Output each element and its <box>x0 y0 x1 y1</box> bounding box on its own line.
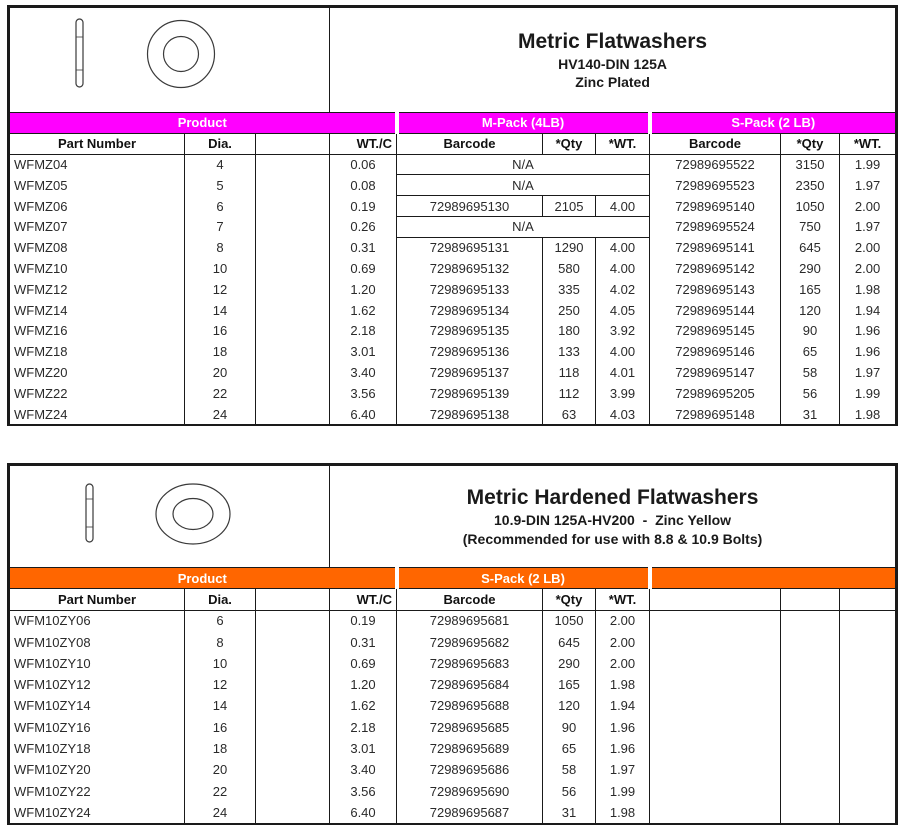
wtc-cell: 0.69 <box>330 653 397 674</box>
part-number-cell: WFM10ZY18 <box>10 738 185 759</box>
table-row <box>10 320 896 341</box>
spacer-cell <box>256 196 330 217</box>
pack1-qty-cell: 65 <box>543 738 596 759</box>
pack1-wt-cell: 4.00 <box>596 196 650 217</box>
pack2-qty-cell <box>781 610 840 631</box>
pack2-qty-cell: 750 <box>781 216 840 237</box>
wtc-cell: 0.26 <box>330 216 397 237</box>
column-header-row <box>10 133 896 154</box>
spacer-cell <box>256 154 330 175</box>
pack2-wt-cell: 1.99 <box>840 383 896 404</box>
dia-cell: 12 <box>185 279 256 300</box>
spacer-cell <box>256 738 330 759</box>
pack1-barcode-cell: 72989695687 <box>397 802 543 823</box>
column-header-row <box>10 589 896 610</box>
pack1-wt-cell: 4.05 <box>596 300 650 321</box>
dia-cell: 8 <box>185 631 256 652</box>
pack2-qty-cell <box>781 717 840 738</box>
pack2-barcode-cell <box>650 653 781 674</box>
spacer-cell <box>256 610 330 631</box>
pack2-wt-cell: 1.98 <box>840 279 896 300</box>
dia-cell: 18 <box>185 738 256 759</box>
pack1-barcode-cell: 72989695681 <box>397 610 543 631</box>
dia-cell: 22 <box>185 780 256 801</box>
wtc-cell: 3.56 <box>330 383 397 404</box>
pack2-qty-cell: 90 <box>781 320 840 341</box>
empty-qty-header <box>781 589 840 610</box>
pack1-na-cell: N/A <box>397 216 650 237</box>
washer-drawing-cell <box>10 466 330 568</box>
pack1-qty-cell: 1050 <box>543 610 596 631</box>
wtc-cell: 2.18 <box>330 717 397 738</box>
pack2-wt-cell: 1.96 <box>840 320 896 341</box>
spacer-cell <box>256 383 330 404</box>
part-number-cell: WFM10ZY14 <box>10 695 185 716</box>
empty-barcode-header <box>650 589 781 610</box>
part-number-cell: WFMZ18 <box>10 341 185 362</box>
pack2-wt-cell: 2.00 <box>840 237 896 258</box>
pack2-wt-cell: 1.96 <box>840 341 896 362</box>
pack2-wt-cell: 1.97 <box>840 362 896 383</box>
pack1-qty-cell: 290 <box>543 653 596 674</box>
table-row <box>10 258 896 279</box>
table-row <box>10 717 896 738</box>
dia-header: Dia. <box>185 589 256 610</box>
pack1-qty-cell: 335 <box>543 279 596 300</box>
part-number-cell: WFM10ZY08 <box>10 631 185 652</box>
pack1-qty-cell: 63 <box>543 404 596 425</box>
pack2-wt-cell <box>840 759 896 780</box>
part-number-cell: WFMZ10 <box>10 258 185 279</box>
pack1-barcode-cell: 72989695139 <box>397 383 543 404</box>
table-row <box>10 216 896 237</box>
part-number-cell: WFM10ZY06 <box>10 610 185 631</box>
spacer-cell <box>256 320 330 341</box>
dia-cell: 14 <box>185 300 256 321</box>
table-row <box>10 610 896 631</box>
spacer-cell <box>256 300 330 321</box>
part-number-cell: WFMZ04 <box>10 154 185 175</box>
pack2-barcode-cell: 72989695145 <box>650 320 781 341</box>
spacer-cell <box>256 759 330 780</box>
pack2-qty-cell: 290 <box>781 258 840 279</box>
pack2-barcode-cell: 72989695140 <box>650 196 781 217</box>
table-row <box>10 653 896 674</box>
part-number-cell: WFM10ZY10 <box>10 653 185 674</box>
part-number-cell: WFMZ05 <box>10 175 185 196</box>
part-number-header: Part Number <box>10 133 185 154</box>
table-title: Metric Hardened Flatwashers <box>466 486 759 510</box>
wtc-cell: 2.18 <box>330 320 397 341</box>
mpack-wt-header: *WT. <box>596 133 650 154</box>
wtc-header: WT./C <box>330 133 397 154</box>
pack2-wt-cell <box>840 610 896 631</box>
pack1-wt-cell: 3.92 <box>596 320 650 341</box>
dia-cell: 10 <box>185 258 256 279</box>
pack2-barcode-cell: 72989695523 <box>650 175 781 196</box>
pack1-wt-cell: 1.94 <box>596 695 650 716</box>
pack2-wt-cell: 2.00 <box>840 258 896 279</box>
pack2-barcode-cell: 72989695142 <box>650 258 781 279</box>
pack1-wt-cell: 2.00 <box>596 653 650 674</box>
pack1-barcode-cell: 72989695684 <box>397 674 543 695</box>
pack2-wt-cell: 2.00 <box>840 196 896 217</box>
pack1-qty-cell: 165 <box>543 674 596 695</box>
wtc-cell: 0.31 <box>330 237 397 258</box>
pack1-wt-cell: 4.00 <box>596 341 650 362</box>
spacer-cell <box>256 279 330 300</box>
pack2-wt-cell: 1.97 <box>840 216 896 237</box>
dia-cell: 24 <box>185 404 256 425</box>
pack2-wt-cell <box>840 802 896 823</box>
table-row <box>10 279 896 300</box>
spacer-cell <box>256 717 330 738</box>
table-subtitle-2: Zinc Plated <box>575 74 650 91</box>
washer-top-view-icon <box>156 484 230 544</box>
spack-qty-header: *Qty <box>543 589 596 610</box>
pack2-barcode-cell <box>650 717 781 738</box>
part-number-cell: WFM10ZY16 <box>10 717 185 738</box>
spacer-cell <box>256 802 330 823</box>
pack1-barcode-cell: 72989695132 <box>397 258 543 279</box>
dia-cell: 10 <box>185 653 256 674</box>
spack-wt-header: *WT. <box>596 589 650 610</box>
pack2-barcode-cell: 72989695205 <box>650 383 781 404</box>
pack2-qty-cell: 31 <box>781 404 840 425</box>
pack1-qty-cell: 2105 <box>543 196 596 217</box>
pack1-na-cell: N/A <box>397 154 650 175</box>
pack2-qty-cell: 56 <box>781 383 840 404</box>
pack2-barcode-cell <box>650 674 781 695</box>
pack1-barcode-cell: 72989695133 <box>397 279 543 300</box>
pack1-barcode-cell: 72989695136 <box>397 341 543 362</box>
table-row <box>10 802 896 823</box>
pack1-barcode-cell: 72989695131 <box>397 237 543 258</box>
dia-header: Dia. <box>185 133 256 154</box>
washer-side-view-icon <box>76 19 83 87</box>
dia-cell: 22 <box>185 383 256 404</box>
wtc-cell: 0.69 <box>330 258 397 279</box>
table-row <box>10 674 896 695</box>
pack2-qty-cell: 645 <box>781 237 840 258</box>
washer-drawing-cell <box>10 8 330 113</box>
pack1-wt-cell: 4.00 <box>596 258 650 279</box>
title-cell <box>330 466 896 568</box>
table-row <box>10 759 896 780</box>
pack2-barcode-cell: 72989695147 <box>650 362 781 383</box>
wtc-cell: 1.62 <box>330 300 397 321</box>
pack1-barcode-cell: 72989695686 <box>397 759 543 780</box>
pack2-wt-cell: 1.97 <box>840 175 896 196</box>
pack1-qty-cell: 250 <box>543 300 596 321</box>
pack2-barcode-cell <box>650 759 781 780</box>
table-row <box>10 738 896 759</box>
metric-flatwashers-table <box>7 5 898 426</box>
washer-top-view-icon <box>148 21 215 88</box>
spacer-cell <box>256 695 330 716</box>
spacer-cell <box>256 780 330 801</box>
pack2-wt-cell: 1.99 <box>840 154 896 175</box>
pack1-qty-cell: 90 <box>543 717 596 738</box>
pack2-barcode-cell: 72989695143 <box>650 279 781 300</box>
group-header-band <box>10 568 896 589</box>
pack2-wt-cell <box>840 780 896 801</box>
wtc-cell: 0.08 <box>330 175 397 196</box>
pack2-qty-cell: 58 <box>781 362 840 383</box>
pack2-wt-cell <box>840 653 896 674</box>
group-header-band <box>10 113 896 134</box>
title-cell <box>330 8 896 113</box>
pack1-barcode-cell: 72989695682 <box>397 631 543 652</box>
pack2-barcode-cell: 72989695524 <box>650 216 781 237</box>
spack-barcode-header: Barcode <box>650 133 781 154</box>
spacer-header <box>256 589 330 610</box>
pack1-qty-cell: 133 <box>543 341 596 362</box>
pack2-wt-cell: 1.94 <box>840 300 896 321</box>
pack1-wt-cell: 1.96 <box>596 717 650 738</box>
pack2-barcode-cell <box>650 695 781 716</box>
wtc-cell: 0.19 <box>330 196 397 217</box>
wtc-cell: 3.56 <box>330 780 397 801</box>
table-row <box>10 154 896 175</box>
pack1-qty-cell: 120 <box>543 695 596 716</box>
pack2-qty-cell <box>781 631 840 652</box>
empty-band <box>650 568 896 589</box>
spacer-cell <box>256 631 330 652</box>
dia-cell: 16 <box>185 320 256 341</box>
spack-band: S-Pack (2 LB) <box>397 568 650 589</box>
wtc-cell: 3.40 <box>330 759 397 780</box>
dia-cell: 16 <box>185 717 256 738</box>
mpack-band: M-Pack (4LB) <box>397 113 650 134</box>
pack2-qty-cell <box>781 695 840 716</box>
table-row <box>10 780 896 801</box>
part-number-cell: WFM10ZY22 <box>10 780 185 801</box>
spacer-cell <box>256 653 330 674</box>
pack1-qty-cell: 1290 <box>543 237 596 258</box>
pack1-wt-cell: 1.98 <box>596 674 650 695</box>
spack-wt-header: *WT. <box>840 133 896 154</box>
spacer-header <box>256 133 330 154</box>
washer-diagram <box>10 466 330 567</box>
wtc-cell: 1.62 <box>330 695 397 716</box>
table-row <box>10 175 896 196</box>
dia-cell: 5 <box>185 175 256 196</box>
pack2-barcode-cell: 72989695522 <box>650 154 781 175</box>
pack1-qty-cell: 580 <box>543 258 596 279</box>
part-number-cell: WFMZ07 <box>10 216 185 237</box>
spacer-cell <box>256 237 330 258</box>
dia-cell: 24 <box>185 802 256 823</box>
table-row <box>10 300 896 321</box>
wtc-cell: 3.01 <box>330 738 397 759</box>
pack2-wt-cell <box>840 717 896 738</box>
spacer-cell <box>256 404 330 425</box>
part-number-cell: WFMZ20 <box>10 362 185 383</box>
table-row <box>10 237 896 258</box>
part-number-cell: WFMZ08 <box>10 237 185 258</box>
pack1-barcode-cell: 72989695138 <box>397 404 543 425</box>
spacer-cell <box>256 362 330 383</box>
product-band: Product <box>10 568 397 589</box>
spack-qty-header: *Qty <box>781 133 840 154</box>
pack1-qty-cell: 58 <box>543 759 596 780</box>
pack2-qty-cell <box>781 738 840 759</box>
pack1-wt-cell: 1.99 <box>596 780 650 801</box>
part-number-cell: WFM10ZY24 <box>10 802 185 823</box>
pack2-barcode-cell <box>650 738 781 759</box>
pack2-barcode-cell <box>650 802 781 823</box>
washer-diagram <box>10 8 330 112</box>
pack1-qty-cell: 112 <box>543 383 596 404</box>
pack1-qty-cell: 56 <box>543 780 596 801</box>
dia-cell: 12 <box>185 674 256 695</box>
mpack-qty-header: *Qty <box>543 133 596 154</box>
table-subtitle-1: 10.9-DIN 125A-HV200 - Zinc Yellow <box>494 512 732 529</box>
part-number-cell: WFMZ16 <box>10 320 185 341</box>
pack1-barcode-cell: 72989695689 <box>397 738 543 759</box>
dia-cell: 7 <box>185 216 256 237</box>
pack2-qty-cell: 65 <box>781 341 840 362</box>
part-number-header: Part Number <box>10 589 185 610</box>
spack-band: S-Pack (2 LB) <box>650 113 896 134</box>
spack-barcode-header: Barcode <box>397 589 543 610</box>
pack1-qty-cell: 118 <box>543 362 596 383</box>
pack2-qty-cell: 165 <box>781 279 840 300</box>
wtc-cell: 3.40 <box>330 362 397 383</box>
pack2-qty-cell <box>781 759 840 780</box>
pack1-na-cell: N/A <box>397 175 650 196</box>
pack2-qty-cell: 120 <box>781 300 840 321</box>
part-number-cell: WFM10ZY12 <box>10 674 185 695</box>
pack1-wt-cell: 4.00 <box>596 237 650 258</box>
pack2-qty-cell <box>781 653 840 674</box>
pack2-wt-cell <box>840 631 896 652</box>
pack2-qty-cell <box>781 780 840 801</box>
pack1-qty-cell: 645 <box>543 631 596 652</box>
pack1-wt-cell: 3.99 <box>596 383 650 404</box>
pack2-wt-cell <box>840 738 896 759</box>
pack1-barcode-cell: 72989695685 <box>397 717 543 738</box>
pack2-wt-cell: 1.98 <box>840 404 896 425</box>
wtc-cell: 6.40 <box>330 404 397 425</box>
metric-hardened-flatwashers-table <box>7 463 898 825</box>
dia-cell: 20 <box>185 759 256 780</box>
pack2-qty-cell: 3150 <box>781 154 840 175</box>
pack1-wt-cell: 4.01 <box>596 362 650 383</box>
table-subtitle-2: (Recommended for use with 8.8 & 10.9 Bolts) <box>462 530 763 547</box>
pack2-barcode-cell: 72989695148 <box>650 404 781 425</box>
title-block <box>10 466 896 568</box>
washer-side-view-icon <box>86 484 93 542</box>
pack1-wt-cell: 1.97 <box>596 759 650 780</box>
spacer-cell <box>256 258 330 279</box>
dia-cell: 18 <box>185 341 256 362</box>
empty-wt-header <box>840 589 896 610</box>
pack1-barcode-cell: 72989695134 <box>397 300 543 321</box>
pack2-barcode-cell <box>650 780 781 801</box>
part-number-cell: WFMZ14 <box>10 300 185 321</box>
pack1-wt-cell: 2.00 <box>596 631 650 652</box>
pack2-wt-cell <box>840 695 896 716</box>
mpack-barcode-header: Barcode <box>397 133 543 154</box>
wtc-cell: 6.40 <box>330 802 397 823</box>
title-block <box>10 8 896 113</box>
pack2-wt-cell <box>840 674 896 695</box>
pack1-barcode-cell: 72989695135 <box>397 320 543 341</box>
dia-cell: 4 <box>185 154 256 175</box>
wtc-cell: 3.01 <box>330 341 397 362</box>
pack2-barcode-cell <box>650 610 781 631</box>
part-number-cell: WFMZ24 <box>10 404 185 425</box>
pack1-wt-cell: 4.02 <box>596 279 650 300</box>
pack1-barcode-cell: 72989695690 <box>397 780 543 801</box>
wtc-cell: 1.20 <box>330 279 397 300</box>
table-row <box>10 341 896 362</box>
dia-cell: 6 <box>185 196 256 217</box>
dia-cell: 14 <box>185 695 256 716</box>
pack2-qty-cell <box>781 674 840 695</box>
part-number-cell: WFMZ12 <box>10 279 185 300</box>
spacer-cell <box>256 216 330 237</box>
pack2-barcode-cell: 72989695141 <box>650 237 781 258</box>
pack2-barcode-cell <box>650 631 781 652</box>
pack2-qty-cell <box>781 802 840 823</box>
wtc-cell: 0.06 <box>330 154 397 175</box>
dia-cell: 6 <box>185 610 256 631</box>
wtc-header: WT./C <box>330 589 397 610</box>
pack2-barcode-cell: 72989695146 <box>650 341 781 362</box>
pack1-barcode-cell: 72989695688 <box>397 695 543 716</box>
pack1-wt-cell: 2.00 <box>596 610 650 631</box>
pack1-barcode-cell: 72989695683 <box>397 653 543 674</box>
table-row <box>10 362 896 383</box>
pack1-barcode-cell: 72989695130 <box>397 196 543 217</box>
spacer-cell <box>256 674 330 695</box>
table-row <box>10 631 896 652</box>
pack1-wt-cell: 4.03 <box>596 404 650 425</box>
pack2-qty-cell: 2350 <box>781 175 840 196</box>
table-row <box>10 695 896 716</box>
pack1-wt-cell: 1.98 <box>596 802 650 823</box>
table-subtitle-1: HV140-DIN 125A <box>558 55 668 72</box>
part-number-cell: WFMZ06 <box>10 196 185 217</box>
pack2-barcode-cell: 72989695144 <box>650 300 781 321</box>
pack1-barcode-cell: 72989695137 <box>397 362 543 383</box>
spacer-cell <box>256 175 330 196</box>
part-number-cell: WFM10ZY20 <box>10 759 185 780</box>
wtc-cell: 0.31 <box>330 631 397 652</box>
pack1-qty-cell: 180 <box>543 320 596 341</box>
table-row <box>10 196 896 217</box>
wtc-cell: 1.20 <box>330 674 397 695</box>
dia-cell: 8 <box>185 237 256 258</box>
product-band: Product <box>10 113 397 134</box>
pack1-qty-cell: 31 <box>543 802 596 823</box>
table-row <box>10 383 896 404</box>
spacer-cell <box>256 341 330 362</box>
table-row <box>10 404 896 425</box>
pack2-qty-cell: 1050 <box>781 196 840 217</box>
wtc-cell: 0.19 <box>330 610 397 631</box>
pack1-wt-cell: 1.96 <box>596 738 650 759</box>
dia-cell: 20 <box>185 362 256 383</box>
table-title: Metric Flatwashers <box>518 29 708 53</box>
part-number-cell: WFMZ22 <box>10 383 185 404</box>
